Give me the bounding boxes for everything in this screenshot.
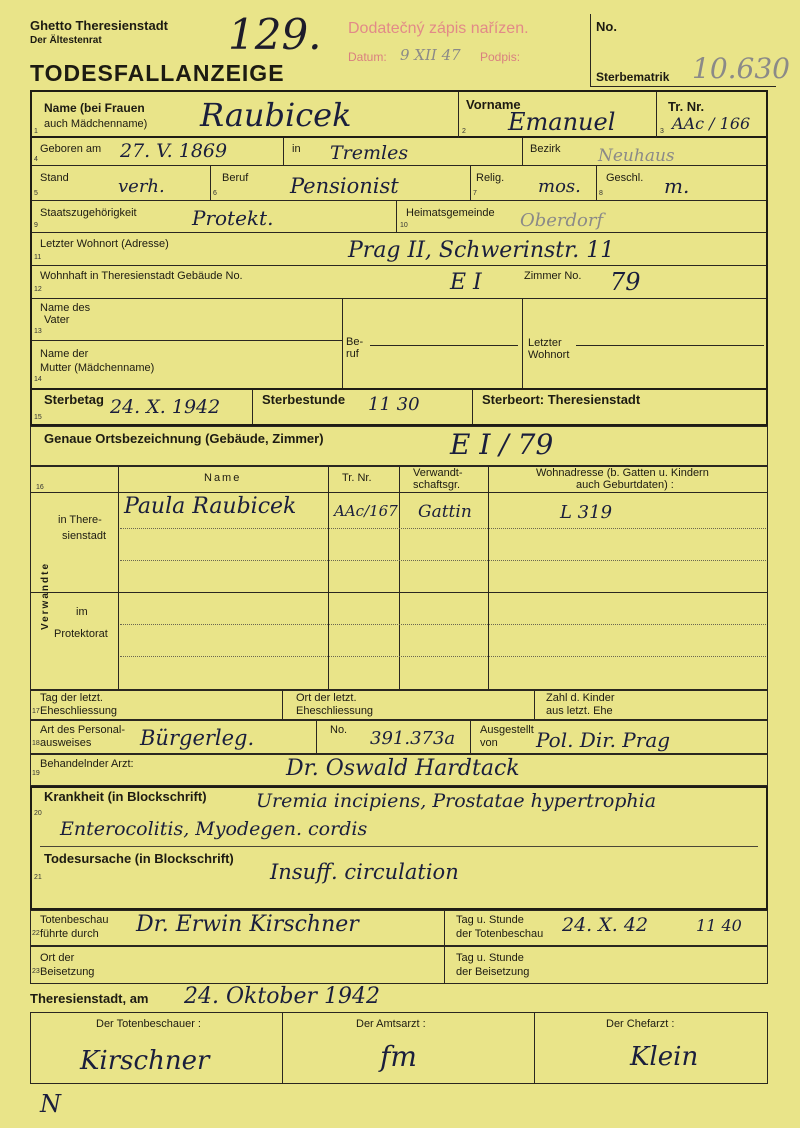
geboren-value: 27. V. 1869 — [120, 140, 228, 162]
totenbeschau-label: Totenbeschau — [40, 914, 109, 926]
vater-label-2: Vater — [44, 314, 70, 326]
eheschl-ort-label: Ort der letzt. — [296, 692, 357, 704]
field-number: 15 — [34, 414, 42, 421]
field-number: 5 — [34, 190, 38, 197]
staats-value: Protekt. — [192, 206, 274, 230]
geschl-value: m. — [664, 174, 690, 198]
beruf2-label-2: ruf — [346, 348, 359, 360]
vorname-label: Vorname — [466, 97, 521, 112]
field-number: 16 — [36, 484, 44, 491]
stamp-podpis-label: Podpis: — [480, 50, 521, 64]
beisetzung-tag-label: Tag u. Stunde — [456, 952, 524, 964]
field-number: 2 — [462, 128, 466, 135]
sig-totenbeschauer: Kirschner — [80, 1046, 210, 1076]
geschl-label: Geschl. — [606, 172, 644, 184]
beruf-label: Beruf — [222, 172, 249, 184]
gebaeude-value: E I — [450, 270, 482, 295]
staats-label: Staatszugehörigkeit — [40, 207, 137, 219]
krankheit-value-1: Uremia incipiens, Prostatae hypertrophia — [256, 790, 657, 812]
totenbeschau-value: Dr. Erwin Kirschner — [136, 912, 359, 937]
col-verw-2: schaftsgr. — [413, 479, 461, 491]
beisetzung-ort-label-2: Beisetzung — [40, 966, 95, 978]
ausweis-no-value: 391.373a — [370, 728, 456, 749]
rel-row1-name: Paula Raubicek — [124, 494, 297, 519]
sig-chefarzt: Klein — [630, 1042, 699, 1072]
col-wohn: Wohnadresse (b. Gatten u. Kindern — [536, 467, 709, 479]
tagstunde-beschau-label-2: der Totenbeschau — [456, 928, 544, 940]
im-label: im — [76, 606, 88, 618]
field-number: 14 — [34, 376, 42, 383]
beruf2-label: Be- — [346, 336, 364, 348]
sterbematrik-value: 10.630 — [692, 52, 790, 85]
bezirk-label: Bezirk — [530, 143, 561, 155]
sterbestunde-value: 11 30 — [368, 394, 420, 415]
beisetzung-ort-label: Ort der — [40, 952, 75, 964]
tagstunde-beschau-date: 24. X. 42 — [562, 914, 649, 936]
field-number: 19 — [32, 770, 40, 777]
rel-row1-wohn: L 319 — [560, 502, 613, 523]
arzt-label: Behandelnder Arzt: — [40, 758, 134, 770]
field-number: 11 — [34, 254, 42, 261]
ausgestellt-label: Ausgestellt — [480, 724, 534, 736]
name-label: Name (bei Frauen — [44, 101, 145, 115]
col-trnr: Tr. Nr. — [342, 472, 372, 484]
in-theresienstadt-label: in There- — [58, 514, 102, 526]
kinder-label-2: aus letzt. Ehe — [546, 705, 613, 717]
in-theresienstadt-label-2: sienstadt — [62, 530, 107, 542]
trnr-value: AAc / 166 — [672, 114, 751, 133]
footer-date: 24. Oktober 1942 — [184, 984, 381, 1009]
org-subname: Der Ältestenrat — [30, 35, 102, 46]
verwandte-side-label: Verwandte — [40, 561, 52, 631]
eheschl-tag-label-2: Eheschliessung — [40, 705, 118, 717]
org-name: Ghetto Theresienstadt — [30, 18, 168, 33]
heimat-value: Oberdorf — [520, 210, 604, 231]
sig-amtsarzt: fm — [380, 1040, 417, 1073]
ortsbez-value: E I / 79 — [450, 428, 554, 461]
ausweis-art-label: Art des Personal- — [40, 724, 125, 736]
sterbeort-label: Sterbeort: Theresienstadt — [482, 392, 641, 407]
corner-mark: N — [40, 1090, 61, 1118]
letzter-label: Letzter — [528, 337, 562, 349]
krankheit-value-2: Enterocolitis, Myodegen. cordis — [60, 818, 368, 840]
kinder-label: Zahl d. Kinder — [546, 692, 615, 704]
col-name: Name — [204, 472, 242, 484]
geboren-label: Geboren am — [40, 143, 102, 155]
sterbematrik-label: Sterbematrik — [596, 70, 670, 84]
footer-place: Theresienstadt, am — [30, 991, 149, 1006]
field-number: 4 — [34, 156, 38, 163]
tagstunde-beschau-time: 11 40 — [696, 916, 742, 935]
mutter-label-2: Mutter (Mädchenname) — [40, 362, 155, 374]
eheschl-ort-label-2: Eheschliessung — [296, 705, 374, 717]
field-number: 6 — [213, 190, 217, 197]
field-number: 22 — [32, 930, 40, 937]
field-number: 18 — [32, 740, 40, 747]
ausgestellt-label-2: von — [480, 737, 498, 749]
arzt-value: Dr. Oswald Hardtack — [286, 756, 520, 781]
name-value: Raubicek — [200, 96, 352, 134]
field-number: 20 — [34, 810, 42, 817]
trnr-label: Tr. Nr. — [668, 99, 705, 114]
ortsbez-label: Genaue Ortsbezeichnung (Gebäude, Zimmer) — [44, 431, 324, 446]
bezirk-value: Neuhaus — [598, 146, 675, 166]
field-number: 10 — [400, 222, 408, 229]
sterbestunde-label: Sterbestunde — [262, 392, 346, 407]
wohnort-label: Letzter Wohnort (Adresse) — [40, 238, 169, 250]
field-number: 17 — [32, 708, 40, 715]
stand-value: verh. — [118, 176, 165, 197]
relig-value: mos. — [538, 176, 581, 197]
sterbetag-value: 24. X. 1942 — [110, 396, 221, 418]
field-number: 8 — [599, 190, 603, 197]
relig-label: Relig. — [476, 172, 505, 184]
sig-amtsarzt-label: Der Amtsarzt : — [356, 1018, 426, 1030]
ausweis-no-label: No. — [330, 724, 348, 736]
todesursache-label: Todesursache (in Blockschrift) — [44, 851, 234, 866]
field-number: 3 — [660, 128, 664, 135]
field-number: 9 — [34, 222, 38, 229]
col-wohn-2: auch Geburtdaten) : — [576, 479, 674, 491]
field-number: 21 — [34, 874, 42, 881]
zimmer-label: Zimmer No. — [524, 270, 582, 282]
stand-label: Stand — [40, 172, 69, 184]
ausweis-art-label-2: ausweises — [40, 737, 92, 749]
rel-row1-verw: Gattin — [418, 502, 472, 522]
beisetzung-tag-label-2: der Beisetzung — [456, 966, 530, 978]
beruf-value: Pensionist — [290, 174, 399, 198]
record-number: 129. — [228, 10, 322, 59]
no-label: No. — [596, 19, 617, 34]
stamp-datum-value: 9 XII 47 — [400, 46, 461, 64]
field-number: 23 — [32, 968, 40, 975]
todesursache-value: Insuff. circulation — [270, 860, 459, 884]
field-number: 12 — [34, 286, 42, 293]
wohnort-value: Prag II, Schwerinstr. 11 — [348, 238, 615, 263]
totenbeschau-label-2: führte durch — [40, 928, 99, 940]
field-number: 1 — [34, 128, 38, 135]
stamp-datum-label: Datum: — [348, 50, 387, 64]
form-title: TODESFALLANZEIGE — [30, 60, 285, 86]
sterbetag-label: Sterbetag — [44, 392, 104, 407]
ausgestellt-value: Pol. Dir. Prag — [536, 728, 671, 752]
sig-totenbeschauer-label: Der Totenbeschauer : — [96, 1018, 201, 1030]
name-label-2: auch Mädchenname) — [44, 118, 148, 130]
mutter-label: Name der — [40, 348, 89, 360]
col-verw: Verwandt- — [413, 467, 463, 479]
in-value: Tremles — [330, 142, 409, 164]
letzter-label-2: Wohnort — [528, 349, 570, 361]
krankheit-label: Krankheit (in Blockschrift) — [44, 789, 207, 804]
sig-chefarzt-label: Der Chefarzt : — [606, 1018, 675, 1030]
stamp-line1: Dodatečný zápis nařízen. — [348, 20, 529, 37]
eheschl-tag-label: Tag der letzt. — [40, 692, 103, 704]
protektorat-label: Protektorat — [54, 628, 108, 640]
field-number: 7 — [473, 190, 477, 197]
gebaeude-label: Wohnhaft in Theresienstadt Gebäude No. — [40, 270, 243, 282]
vater-label: Name des — [40, 302, 91, 314]
zimmer-value: 79 — [610, 268, 641, 296]
vorname-value: Emanuel — [508, 108, 616, 136]
field-number: 13 — [34, 328, 42, 335]
ausweis-art-value: Bürgerleg. — [140, 726, 255, 750]
rel-row1-trnr: AAc/167 — [334, 502, 398, 520]
tagstunde-beschau-label: Tag u. Stunde — [456, 914, 524, 926]
in-label: in — [292, 143, 301, 155]
heimat-label: Heimatsgemeinde — [406, 207, 495, 219]
